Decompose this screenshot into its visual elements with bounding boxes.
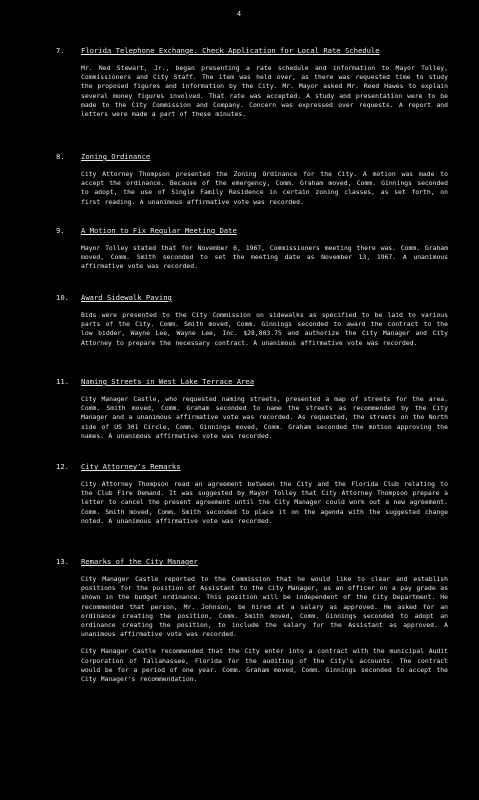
item-paragraph: City Manager Castle recommended that the City enter into a contract with the municipal Audit Corporation of Tallahassee, Florida for the auditing of the City's accounts. The contract would be for a period of one year. Comm. Graham moved, Comm. Ginnings seconded to accept the City Manager's recommendation. bbox=[81, 647, 448, 684]
agenda-item bbox=[56, 226, 448, 280]
item-title: Award Sidewalk Paving bbox=[81, 293, 172, 302]
item-paragraph: City Attorney Thompson read an agreement between the City and the Florida Club relating to the Club Fire Demand. It was suggested by Mayor Tolley that City Attorney Thompson prepare a letter to cancel the present agreement until the City Manager could work out a new agreement. Comm. Smith moved, Comm. Smith seconded to place it on the agenda with the suggested change noted. A unanimous affirmative vote was recorded. bbox=[81, 480, 448, 525]
item-number: 7. bbox=[56, 46, 65, 55]
item-body bbox=[81, 575, 448, 684]
item-paragraph: City Manager Castle reported to the Commission that he would like to clear and establish positions for the position of Assistant to the City Manager, as an officer on a pay grade as shown in the budget ordinance. This position will be independent of the City Department. He recommended that person, Mr. Johnson, be hired at a salary as approved. He asked for an ordinance creating the position, Comm. Smith moved, Comm. Ginnings seconded to adopt an ordinance creating the position, to include the salary for the Assistant as approved. A unanimous affirmative vote was recorded. bbox=[81, 575, 448, 639]
item-title: A Motion to Fix Regular Meeting Date bbox=[81, 226, 237, 235]
item-paragraph: Mayor Tolley stated that for November 6, 1967, Commissioners meeting there was. Comm. Graham moved, Comm. Smith seconded to set the meeting date as November 13, 1967. A unanimous affirmative vote was recorded. bbox=[81, 244, 448, 271]
item-title: Naming Streets in West Lake Terrace Area bbox=[81, 377, 255, 386]
item-heading bbox=[56, 152, 448, 162]
item-number: 10. bbox=[56, 293, 69, 302]
item-heading bbox=[56, 293, 448, 303]
page-number: 4 bbox=[236, 10, 243, 18]
item-paragraph: City Attorney Thompson presented the Zoning Ordinance for the City. A motion was made to accept the ordinance. Because of the emergency, Comm. Graham moved, Comm. Ginnings seconded to adopt, the use of Single Family Residence in certain zoning classes, as set forth, on first reading. A unanimous affirmative vote was recorded. bbox=[81, 170, 448, 206]
item-paragraph: Mr. Ned Stewart, Jr., began presenting a rate schedule and information to Mayor Tolley, Commissioners and City Staff. The item was held over, as there was requested time to study the proposed figures and information by the City. Mr. Mayor asked Mr. Reed Hawes to explain several money figures involved. That rate was accepted. A study and presentation were to be made to the City Commission and Company. Concern was expressed over requests. A report and letters were made a part of these minutes. bbox=[81, 64, 448, 119]
item-heading bbox=[56, 557, 448, 567]
item-body bbox=[81, 64, 448, 119]
item-number: 13. bbox=[56, 557, 69, 566]
item-number: 11. bbox=[56, 377, 69, 386]
item-title: City Attorney's Remarks bbox=[81, 462, 181, 471]
agenda-item bbox=[56, 462, 448, 534]
item-number: 9. bbox=[56, 226, 65, 235]
item-title: Florida Telephone Exchange. Check Application for Local Rate Schedule bbox=[81, 46, 380, 55]
agenda-item bbox=[56, 557, 448, 692]
item-body bbox=[81, 311, 448, 348]
item-heading bbox=[56, 226, 448, 236]
item-paragraph: Bids were presented to the City Commission on sidewalks as specified to be laid to various parts of the City. Comm. Smith moved, Comm. Ginnings seconded to award the contract to the low bidder, Wayne Lee, Wayne Lee, Inc. $28,803.75 and authorize the City Manager and City Attorney to prepare the necessary contract. A unanimous affirmative vote was recorded. bbox=[81, 311, 448, 347]
item-body bbox=[81, 395, 448, 441]
item-heading bbox=[56, 377, 448, 387]
agenda-item bbox=[56, 152, 448, 215]
item-heading bbox=[56, 46, 448, 56]
item-title: Zoning Ordinance bbox=[81, 152, 151, 161]
agenda-item bbox=[56, 293, 448, 356]
item-body bbox=[81, 480, 448, 526]
item-number: 8. bbox=[56, 152, 65, 161]
item-heading bbox=[56, 462, 448, 472]
agenda-item bbox=[56, 377, 448, 449]
agenda-item bbox=[56, 46, 448, 127]
item-body bbox=[81, 244, 448, 272]
item-body bbox=[81, 170, 448, 207]
item-title: Remarks of the City Manager bbox=[81, 557, 198, 566]
item-paragraph: City Manager Castle, who requested naming streets, presented a map of streets for the area. Comm. Smith moved, Comm. Graham seconded to name the streets as recommended by the City Manager and a unanimous affirmative vote was recorded. As requested, the streets on the North side of US 301 Circle, Comm. Ginnings moved, Comm. Graham seconded the motion approving the names. A unanimous affirmative vote was recorded. bbox=[81, 395, 448, 440]
item-number: 12. bbox=[56, 462, 69, 471]
